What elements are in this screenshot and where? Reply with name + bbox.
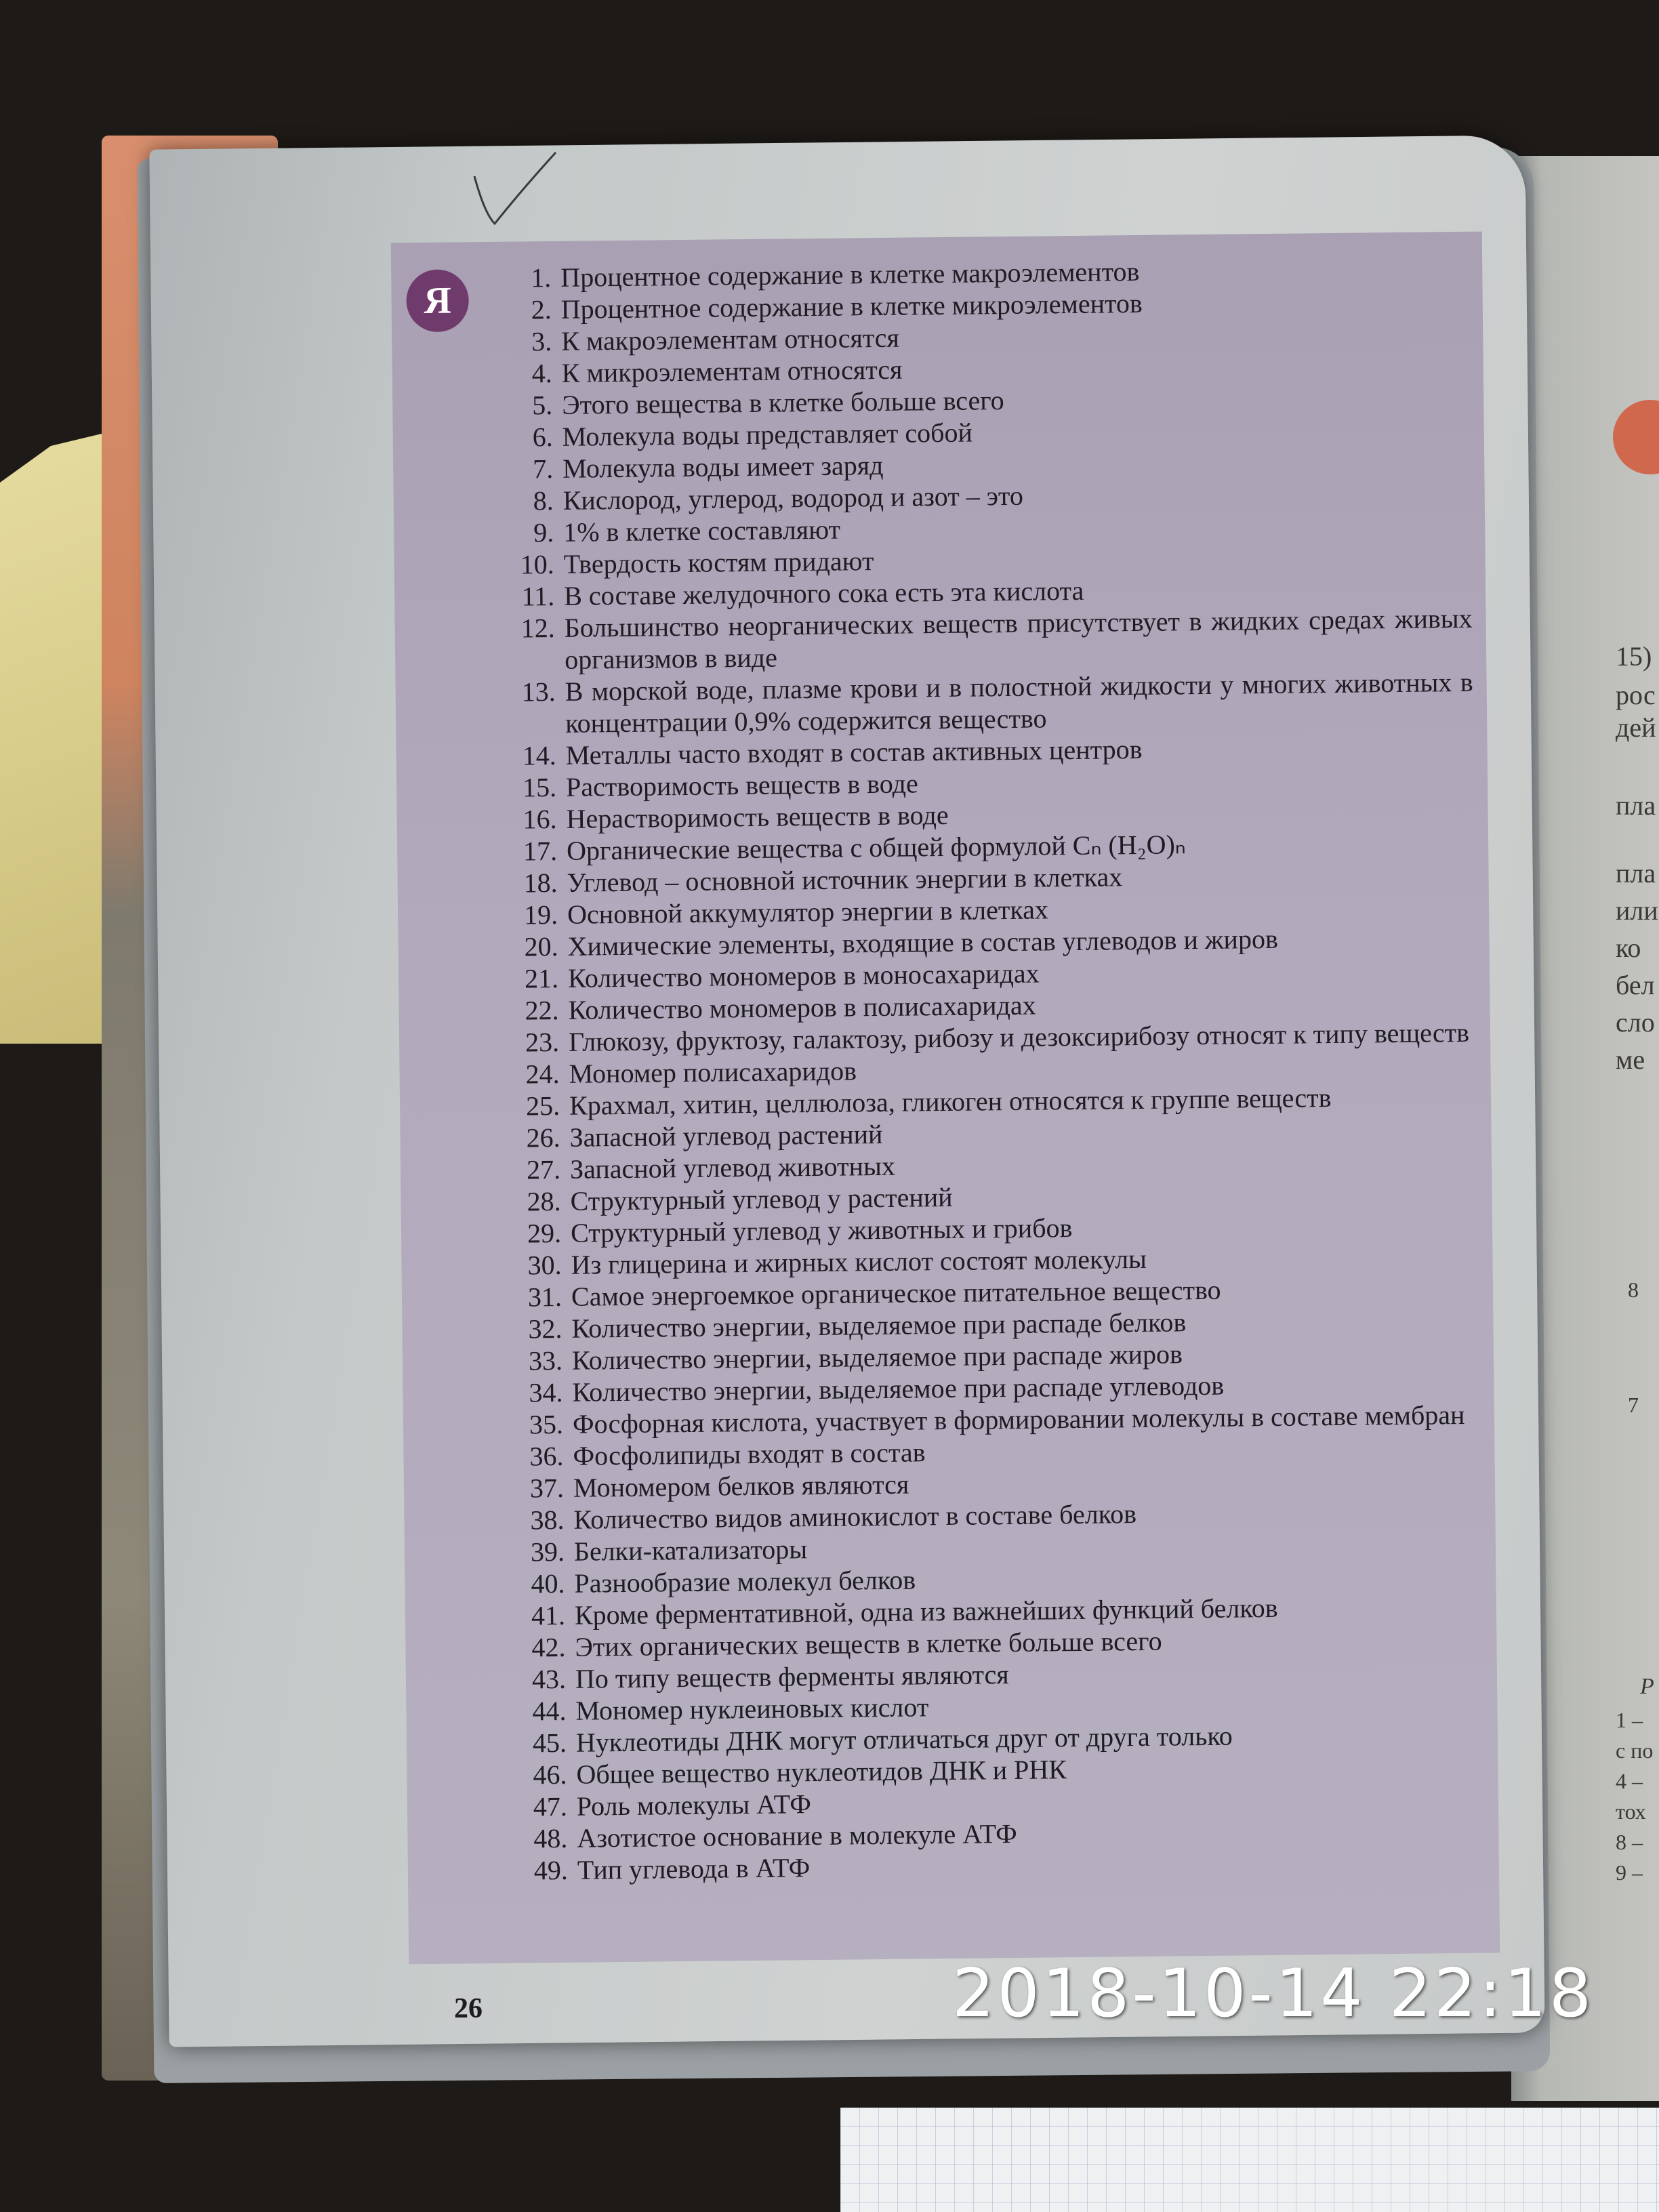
question-text: Кроме ферментативной, одна из важнейших функций белков bbox=[574, 1592, 1278, 1631]
right-page-fragment: пла bbox=[1616, 790, 1656, 821]
question-text: Количество видов аминокислот в составе белков bbox=[573, 1498, 1137, 1535]
question-number: 20. bbox=[524, 930, 558, 962]
question-number: 32. bbox=[528, 1313, 562, 1345]
question-text: В морской воде, плазме крови и в полостной жидкости у многих животных в концентрации 0,9% содержится вещество bbox=[565, 666, 1473, 739]
question-list bbox=[493, 252, 1486, 1887]
question-number: 23. bbox=[525, 1026, 560, 1058]
right-page-fragment: тох bbox=[1616, 1799, 1646, 1824]
question-number: 41. bbox=[531, 1599, 566, 1631]
photo-timestamp: 2018-10-14 22:18 bbox=[952, 1955, 1595, 2032]
question-text: Запасной углевод животных bbox=[569, 1150, 896, 1185]
question-number: 49. bbox=[533, 1854, 569, 1886]
question-number: 13. bbox=[521, 676, 556, 708]
question-number: 28. bbox=[527, 1185, 561, 1217]
question-number: 17. bbox=[523, 835, 558, 867]
question-text: Тип углевода в АТФ bbox=[577, 1852, 811, 1885]
question-text: Углевод – основной источник энергии в клетках bbox=[567, 861, 1123, 898]
right-page-fragment: с по bbox=[1616, 1738, 1654, 1763]
question-text: Белки-катализаторы bbox=[573, 1534, 808, 1567]
question-text: К макроэлементам относятся bbox=[561, 322, 900, 356]
question-number: 3. bbox=[531, 326, 552, 357]
right-page-fragment: ко bbox=[1616, 933, 1641, 963]
question-text: Азотистое основание в молекуле АТФ bbox=[577, 1818, 1017, 1853]
question-number: 48. bbox=[533, 1822, 568, 1854]
question-text: Самое энергоемкое органическое питательное вещество bbox=[571, 1274, 1221, 1312]
question-text: По типу веществ ферменты являются bbox=[575, 1659, 1009, 1694]
question-number: 21. bbox=[524, 962, 559, 994]
question-number: 35. bbox=[529, 1408, 564, 1440]
question-text: Растворимость веществ в воде bbox=[565, 768, 918, 802]
question-number: 40. bbox=[531, 1568, 565, 1599]
question-text: Твердость костям придают bbox=[563, 546, 874, 579]
question-text: Основной аккумулятор энергии в клетках bbox=[567, 894, 1049, 930]
question-number: 26. bbox=[526, 1122, 560, 1153]
question-text: Количество энергии, выделяемое при распаде жиров bbox=[571, 1338, 1183, 1376]
question-number: 25. bbox=[525, 1090, 560, 1122]
right-page-fragment: рос bbox=[1616, 680, 1656, 710]
right-page-fragment: или bbox=[1616, 895, 1658, 926]
question-text: Запасной углевод растений bbox=[569, 1118, 883, 1153]
question-text: Количество энергии, выделяемое при распаде белков bbox=[571, 1307, 1187, 1344]
question-number: 18. bbox=[523, 867, 558, 899]
question-number: 8. bbox=[533, 485, 554, 516]
right-page-fragment: ме bbox=[1616, 1044, 1645, 1075]
right-page-fragment: дей bbox=[1616, 712, 1656, 743]
question-text: К микроэлементам относятся bbox=[561, 354, 903, 388]
pencil-checkmark-icon bbox=[468, 149, 562, 237]
question-number: 12. bbox=[520, 612, 555, 644]
question-number: 1. bbox=[531, 262, 552, 293]
right-page-fragment: Р bbox=[1640, 1674, 1654, 1699]
question-text: Глюкозу, фруктозу, галактозу, рибозу и дезоксирибозу относят к типу веществ bbox=[568, 1017, 1470, 1057]
question-number: 19. bbox=[523, 899, 558, 930]
page-number: 26 bbox=[454, 1993, 483, 2024]
notebook-sheet bbox=[840, 2108, 1659, 2212]
question-text: Количество мономеров в полисахаридах bbox=[568, 989, 1036, 1025]
question-text: В составе желудочного сока есть эта кислота bbox=[563, 575, 1084, 611]
question-number: 31. bbox=[527, 1281, 562, 1313]
question-number: 33. bbox=[528, 1345, 563, 1376]
question-text: Молекула воды представляет собой bbox=[562, 417, 973, 452]
question-number: 15. bbox=[522, 771, 557, 803]
question-number: 39. bbox=[530, 1536, 565, 1568]
question-number: 44. bbox=[532, 1695, 567, 1727]
question-text: Этого вещества в клетке больше всего bbox=[562, 385, 1004, 420]
right-page-fragment: 8 bbox=[1628, 1277, 1639, 1302]
question-number: 4. bbox=[531, 358, 553, 389]
right-page-fragment: бел bbox=[1616, 970, 1655, 1000]
question-number: 43. bbox=[531, 1663, 567, 1695]
right-page-fragment: 7 bbox=[1628, 1393, 1639, 1417]
question-text: Процентное содержание в клетке микроэлементов bbox=[560, 287, 1143, 325]
question-number: 29. bbox=[527, 1217, 562, 1249]
question-text: Роль молекулы АТФ bbox=[576, 1788, 812, 1822]
question-number: 5. bbox=[532, 390, 553, 421]
question-number: 36. bbox=[529, 1440, 564, 1472]
question-text: Нерастворимость веществ в воде bbox=[566, 799, 949, 834]
right-page-fragment: 4 – bbox=[1616, 1769, 1643, 1793]
right-page-fragment: 1 – bbox=[1616, 1708, 1643, 1732]
question-text: 1% в клетке составляют bbox=[562, 514, 841, 548]
question-number: 7. bbox=[533, 453, 554, 485]
question-number: 27. bbox=[526, 1153, 561, 1185]
question-item bbox=[496, 602, 1473, 676]
question-text: Структурный углевод у растений bbox=[570, 1181, 953, 1216]
question-number: 45. bbox=[532, 1727, 567, 1759]
question-text: Структурный углевод у животных и грибов bbox=[570, 1212, 1073, 1248]
right-page-fragment: 15) bbox=[1616, 641, 1652, 672]
question-number: 37. bbox=[529, 1472, 565, 1504]
question-number: 34. bbox=[529, 1376, 563, 1408]
right-page-fragment: 8 – bbox=[1616, 1830, 1643, 1854]
question-number: 2. bbox=[531, 294, 552, 325]
right-page-fragment: пла bbox=[1616, 858, 1656, 888]
question-text: Количество энергии, выделяемое при распаде углеводов bbox=[572, 1370, 1225, 1408]
question-number: 11. bbox=[521, 581, 555, 612]
question-text: Количество мономеров в моносахаридах bbox=[567, 958, 1040, 994]
question-text: Крахмал, хитин, целлюлоза, гликоген относятся к группе веществ bbox=[569, 1082, 1332, 1121]
question-text: Молекула воды имеет заряд bbox=[562, 449, 884, 484]
question-text: Нуклеотиды ДНК могут отличаться друг от друга только bbox=[575, 1720, 1233, 1758]
question-number: 14. bbox=[522, 739, 556, 771]
question-text: Кислород, углерод, водород и азот – это bbox=[562, 480, 1024, 516]
question-text: Мономер полисахаридов bbox=[569, 1055, 857, 1089]
question-number: 9. bbox=[533, 517, 554, 548]
section-badge: Я bbox=[406, 269, 469, 332]
question-text: Фосфорная кислота, участвует в формировании молекулы в составе мембран bbox=[572, 1399, 1465, 1439]
question-text: Из глицерина и жирных кислот состоят молекулы bbox=[571, 1243, 1147, 1280]
right-page-fragment: 9 – bbox=[1616, 1860, 1643, 1885]
question-text: Общее вещество нуклеотидов ДНК и РНК bbox=[576, 1754, 1067, 1790]
question-number: 6. bbox=[532, 422, 553, 453]
question-text: Мономером белков являются bbox=[573, 1469, 909, 1503]
question-number: 22. bbox=[525, 994, 559, 1026]
question-number: 24. bbox=[525, 1058, 560, 1090]
right-page-fragment: сло bbox=[1616, 1007, 1655, 1038]
question-text: Органические вещества с общей формулой Cₙ (H₂O)ₙ bbox=[566, 829, 1186, 866]
question-number: 10. bbox=[520, 549, 554, 580]
question-text: Химические элементы, входящие в состав углеводов и жиров bbox=[567, 923, 1279, 962]
question-number: 38. bbox=[530, 1504, 565, 1536]
question-text: Большинство неорганических веществ присутствует в жидких средах живых организмов в виде bbox=[564, 602, 1473, 675]
question-number: 47. bbox=[533, 1790, 568, 1822]
question-number: 16. bbox=[523, 803, 557, 835]
question-text: Фосфолипиды входят в состав bbox=[573, 1437, 926, 1471]
question-item bbox=[497, 666, 1473, 740]
question-text: Процентное содержание в клетке макроэлементов bbox=[560, 255, 1140, 293]
question-number: 30. bbox=[527, 1249, 562, 1281]
question-text: Мономер нуклеиновых кислот bbox=[575, 1692, 929, 1726]
question-text: Металлы часто входят в состав активных центров bbox=[565, 733, 1143, 771]
question-number: 42. bbox=[531, 1631, 566, 1663]
question-number: 46. bbox=[533, 1759, 567, 1790]
question-text: Разнообразие молекул белков bbox=[574, 1564, 916, 1599]
question-panel bbox=[391, 232, 1500, 1965]
question-text: Этих органических веществ в клетке больше всего bbox=[575, 1625, 1162, 1662]
